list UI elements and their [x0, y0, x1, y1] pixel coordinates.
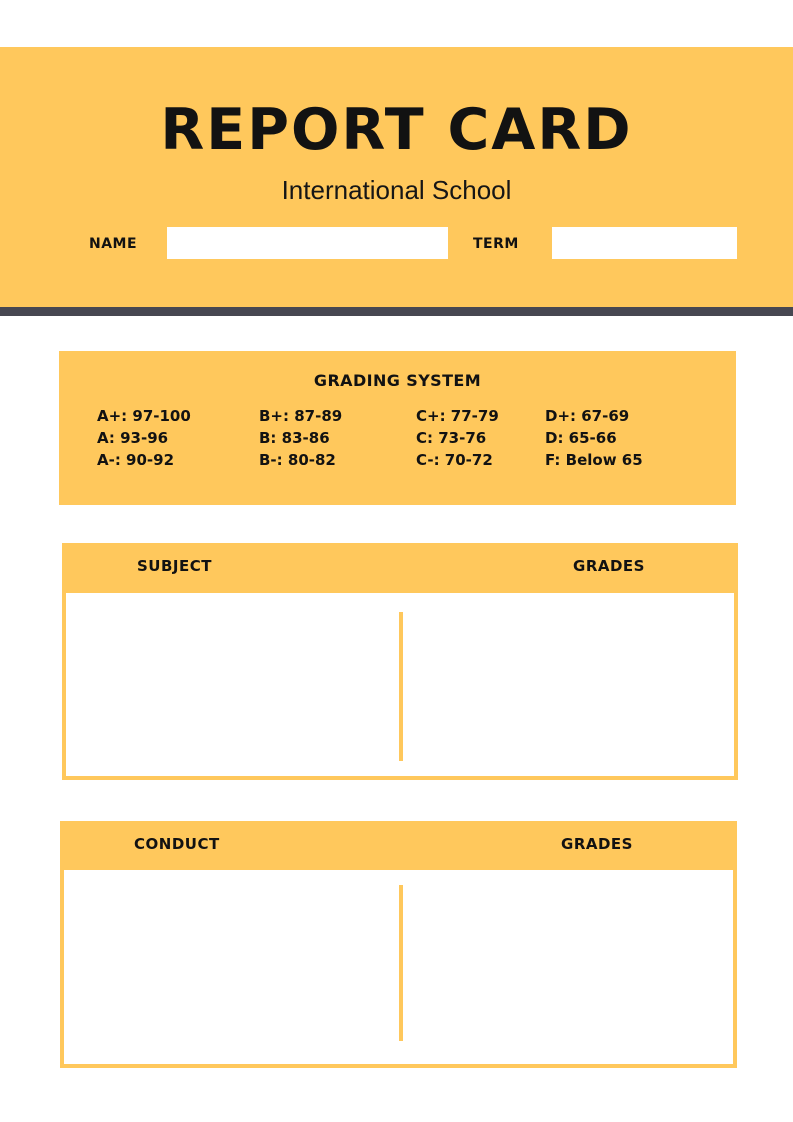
grading-column-b: [259, 405, 342, 471]
grading-cell: D: 65-66: [545, 429, 617, 447]
grading-cell: F: Below 65: [545, 451, 643, 469]
grading-cell: A-: 90-92: [97, 451, 175, 469]
grading-system-panel: [59, 351, 736, 505]
conduct-grades-cell-area[interactable]: [405, 870, 733, 1064]
conduct-table-header: [60, 821, 737, 866]
grading-column-c: [416, 405, 499, 471]
conduct-table: [60, 821, 737, 1068]
subject-cell-area[interactable]: [66, 593, 393, 776]
grading-cell: B+: 87-89: [259, 407, 343, 425]
grading-cell: C+: 77-79: [416, 407, 499, 425]
conduct-cell-area[interactable]: [64, 870, 392, 1064]
subject-table: [62, 543, 738, 780]
conduct-grades-header-label: GRADES: [561, 834, 633, 853]
conduct-column-divider: [399, 885, 403, 1041]
subject-header-label: SUBJECT: [137, 557, 212, 575]
name-input[interactable]: [167, 227, 448, 259]
grading-cell: A: 93-96: [97, 429, 169, 447]
subject-table-body: [62, 589, 738, 780]
grading-cell: C: 73-76: [416, 429, 487, 447]
grading-column-d: [545, 405, 643, 471]
subject-column-divider: [399, 612, 403, 761]
subject-grades-header-label: GRADES: [573, 557, 645, 575]
subject-table-header: [62, 543, 738, 589]
grading-cell: C-: 70-72: [416, 451, 493, 469]
grading-cell: B-: 80-82: [259, 451, 336, 469]
term-input[interactable]: [552, 227, 737, 259]
conduct-table-body: [60, 866, 737, 1068]
grading-cell: A+: 97-100: [97, 407, 191, 425]
term-label: TERM: [473, 236, 519, 252]
grading-column-a: [97, 405, 191, 471]
grading-system-title: GRADING SYSTEM: [313, 371, 482, 390]
conduct-header-label: CONDUCT: [134, 834, 220, 853]
school-subtitle: International School: [281, 175, 512, 205]
page-title: REPORT CARD: [160, 97, 633, 163]
name-label: NAME: [89, 236, 138, 252]
banner-divider-bar: [0, 307, 793, 316]
grading-cell: D+: 67-69: [545, 407, 630, 425]
grading-cell: B: 83-86: [259, 429, 330, 447]
subject-grades-cell-area[interactable]: [407, 593, 734, 776]
